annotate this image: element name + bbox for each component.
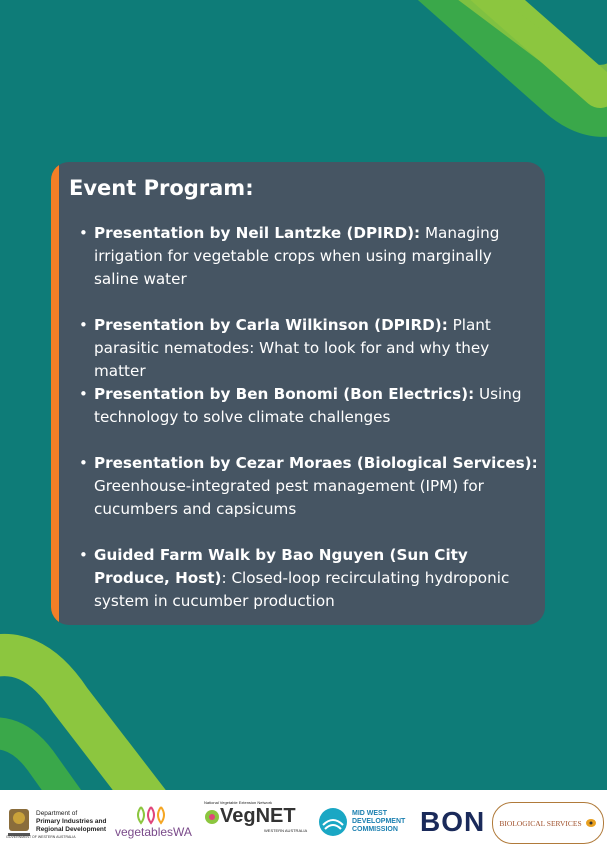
item-description: Using technology to solve climate challenges <box>94 385 522 426</box>
vegnet-sub: WESTERN AUSTRALIA <box>264 828 308 833</box>
item-description: Managing irrigation for vegetable crops when using marginally saline water <box>94 224 500 288</box>
card-accent-bar <box>51 162 59 625</box>
program-item <box>79 452 538 544</box>
item-speaker: Presentation by Neil Lantzke (DPIRD): <box>94 224 421 242</box>
midwest-line2: DEVELOPMENT <box>352 818 406 825</box>
program-item <box>79 383 538 452</box>
midwest-logo <box>318 800 405 844</box>
vegetables-wa-logo <box>115 800 192 844</box>
crest-icon <box>6 805 32 839</box>
bullet-icon: • <box>79 316 88 334</box>
vegnet-name: VegNET <box>220 805 296 827</box>
dpird-line2: Primary Industries and <box>36 818 107 825</box>
item-speaker: Presentation by Cezar Moraes (Biological Services): <box>94 454 538 472</box>
biological-services-logo <box>492 802 604 844</box>
bon-text: BON <box>420 806 486 837</box>
sponsor-footer <box>0 790 607 855</box>
dpird-government: GOVERNMENT OF WESTERN AUSTRALIA <box>6 835 76 839</box>
program-item <box>79 222 538 314</box>
bullet-icon: • <box>79 454 88 472</box>
vegetables-wa-text: vegetablesWA <box>115 825 192 839</box>
vegnet-tagline: National Vegetable Extension Network <box>204 800 273 805</box>
vegetables-wa-icon <box>133 805 173 825</box>
midwest-line3: COMMISSION <box>352 826 398 833</box>
item-description: : Closed-loop recirculating hydroponic system in cucumber production <box>94 569 510 610</box>
vegnet-logo <box>204 800 307 844</box>
bullet-icon: • <box>79 224 88 242</box>
biological-services-text: BIOLOGICAL SERVICES <box>499 818 582 828</box>
dpird-line3: Regional Development <box>36 826 107 833</box>
wave-icon <box>318 807 348 837</box>
item-speaker: Guided Farm Walk by Bao Nguyen (Sun City Produce, Host) <box>94 546 468 587</box>
item-description: Greenhouse-integrated pest management (IPM) for cucumbers and capsicums <box>94 477 484 518</box>
dpird-line1: Department of <box>36 810 78 817</box>
vegnet-leaf-icon <box>204 808 220 826</box>
program-item <box>79 314 538 383</box>
program-list <box>79 222 538 613</box>
bullet-icon: • <box>79 546 88 564</box>
midwest-line1: MID WEST <box>352 810 387 817</box>
item-speaker: Presentation by Ben Bonomi (Bon Electrics): <box>94 385 475 403</box>
bug-icon <box>585 818 597 828</box>
item-description: Plant parasitic nematodes: What to look for and why they matter <box>94 316 491 380</box>
item-speaker: Presentation by Carla Wilkinson (DPIRD): <box>94 316 448 334</box>
bullet-icon: • <box>79 385 88 403</box>
bon-logo <box>420 800 485 844</box>
program-item <box>79 544 538 613</box>
event-program-card <box>51 162 545 625</box>
card-title: Event Program: <box>69 176 254 200</box>
